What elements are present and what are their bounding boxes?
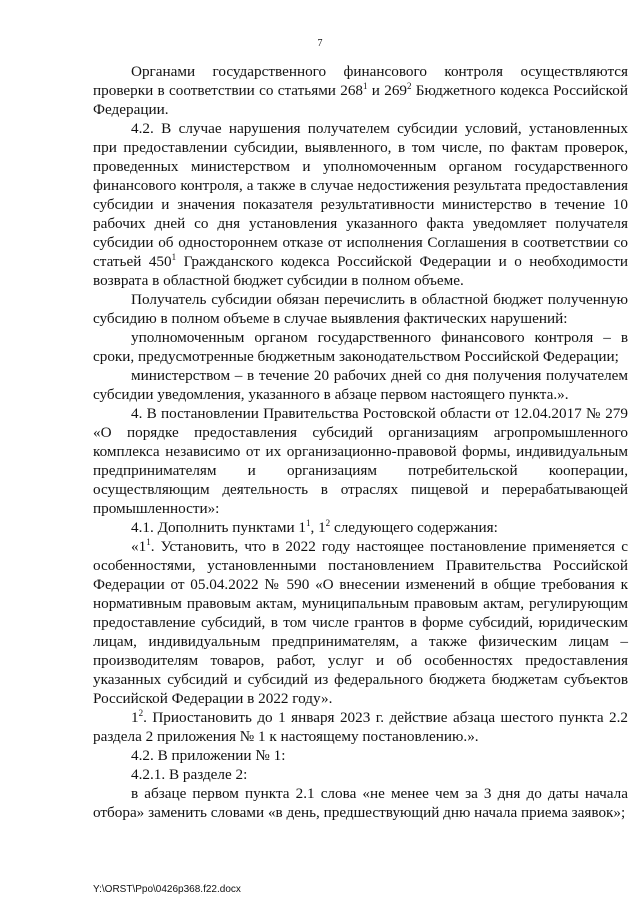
paragraph (93, 62, 628, 119)
paragraph (93, 404, 628, 518)
paragraph-text: Гражданского кодекса Российской Федерации и о необходимости возврата в областной бюджет субсидии в полном объеме. (93, 253, 628, 289)
file-path-footer: Y:\ORST\Ppo\0426p368.f22.docx (93, 884, 241, 895)
page-number: 7 (317, 38, 323, 49)
paragraph (93, 328, 628, 366)
document-body (93, 62, 628, 822)
paragraph-text: 4. В постановлении Правительства Ростовской области от 12.04.2017 № 279 «О порядке предоставления субсидий организациям агропромышленного комплекса независимо от их организационно-правовой формы, индивидуальным предпринимателям и организациям потребительской кооперации, осуществляющим деятельность в отраслях пищевой и перерабатывающей промышленности»: (93, 405, 628, 517)
superscript-index: 2 (407, 81, 412, 91)
paragraph-text: 4.2. В случае нарушения получателем субсидии условий, установленных при предоставлении субсидии, выявленного, в том числе, по фактам проверок, проведенных министерством и уполномоченным органом государственного финансового контроля, а также в случае недостижения результата предоставления субсидии и значения показателя результативности министерство в течение 10 рабочих дней со дня установления указанного факта уведомляет получателя субсидии об одностороннем отказе от исполнения Соглашения в соответствии со статьей 450 (93, 120, 628, 270)
paragraph-text: Органами государственного финансового контроля осуществляются проверки в соответствии со статьями 268 (93, 63, 628, 99)
paragraph-text: 4.2.1. В разделе 2: (131, 766, 248, 783)
paragraph (93, 784, 628, 822)
paragraph-text: и 269 (367, 82, 408, 99)
paragraph-text: уполномоченным органом государственного финансового контроля – в сроки, предусмотренные бюджетным законодательством Российской Федерации; (93, 329, 628, 365)
paragraph (93, 119, 628, 290)
superscript-index: 1 (171, 252, 177, 262)
paragraph (93, 746, 628, 765)
paragraph-text: «1 (131, 538, 147, 555)
paragraph-text: в абзаце первом пункта 2.1 слова «не менее чем за 3 дня до даты начала отбора» заменить словами «в день, предшествующий дню начала приема заявок»; (93, 785, 628, 821)
superscript-index: 1 (363, 81, 368, 91)
paragraph-text: . Установить, что в 2022 году настоящее постановление применяется с особенностями, установленными постановлением Правительства Российской Федерации от 05.04.2022 № 590 «О внесении изменений в общие требования к нормативным правовым актам, муниципальным правовым актам, регулирующим предоставление субсидий, в том числе грантов в форме субсидий, юридическим лицам, индивидуальным предпринимателям, а также физическим лицам – производителям товаров, работ, услуг и об особенностях предоставления указанных субсидий и субсидий из федерального бюджета бюджетам субъектов Российской Федерации в 2022 году». (93, 538, 628, 707)
paragraph-text: 4.1. Дополнить пунктами 1 (131, 519, 306, 536)
paragraph (93, 708, 628, 746)
paragraph-text: Получатель субсидии обязан перечислить в областной бюджет полученную субсидию в полном объеме в случае выявления фактических нарушений: (93, 291, 628, 327)
superscript-index: 1 (146, 537, 151, 547)
superscript-index: 2 (325, 518, 331, 528)
paragraph-text: министерством – в течение 20 рабочих дней со дня получения получателем субсидии уведомления, указанного в абзаце первом настоящего пункта.». (93, 367, 628, 403)
paragraph (93, 366, 628, 404)
paragraph-text: . Приостановить до 1 января 2023 г. действие абзаца шестого пункта 2.2 раздела 2 приложения № 1 к настоящему постановлению.». (93, 709, 628, 745)
paragraph (93, 518, 628, 537)
superscript-index: 1 (305, 518, 311, 528)
paragraph (93, 290, 628, 328)
superscript-index: 2 (138, 708, 144, 718)
paragraph-text: следующего содержания: (330, 519, 498, 536)
paragraph (93, 765, 628, 784)
paragraph (93, 537, 628, 708)
paragraph-text: , 1 (310, 519, 326, 536)
paragraph-text: 4.2. В приложении № 1: (131, 747, 286, 764)
paragraph-text: 1 (131, 709, 139, 726)
paragraph-text: Бюджетного кодекса Российской Федерации. (93, 82, 628, 118)
